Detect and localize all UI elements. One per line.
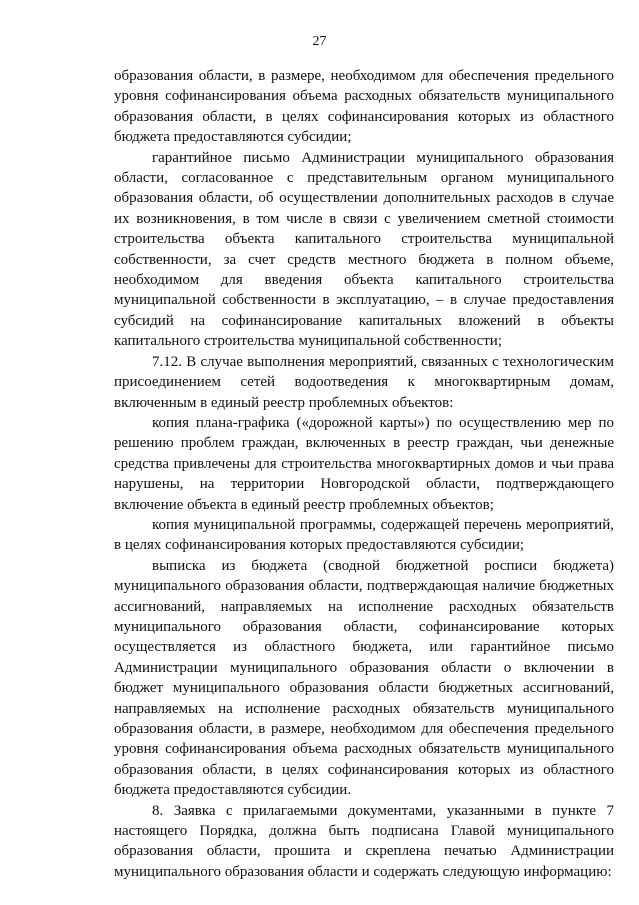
- paragraph-program-copy: копия муниципальной программы, содержащей перечень мероприятий, в целях софинансирования которых предоставляются субсидии;: [114, 516, 614, 554]
- paragraph-continuation: образования области, в размере, необходимом для обеспечения предельного уровня софинансирования объема расходных обязательств муниципального образования области, в целях софинансирования которых из областного бюджета предоставляются субсидии;: [114, 68, 614, 146]
- document-body: [114, 66, 614, 882]
- paragraph-8: 8. Заявка с прилагаемыми документами, указанными в пункте 7 настоящего Порядка, должна быть подписана Главой муниципального образования области, прошита и скреплена печатью Администрации муниципального образования области и содержать следующую информацию:: [114, 802, 614, 880]
- paragraph-guarantee-letter: гарантийное письмо Администрации муниципального образования области, согласованное с представительным органом муниципального образования области, об осуществлении дополнительных расходов в случае их возникновения, в том числе в связи с увеличением сметной стоимости строительства объекта капитального строительства муниципальной собственности, за счет средств местного бюджета в полном объеме, необходимом для введения объекта капитального строительства муниципальной собственности в эксплуатацию, – в случае предоставления субсидий на софинансирование капитальных вложений в объекты капитального строительства муниципальной собственности;: [114, 149, 614, 350]
- paragraph-7-12: 7.12. В случае выполнения мероприятий, связанных с технологическим присоединением сетей водоотведения к многоквартирным домам, включенным в единый реестр проблемных объектов:: [114, 353, 614, 411]
- paragraph-budget-extract: выписка из бюджета (сводной бюджетной росписи бюджета) муниципального образования области, подтверждающая наличие бюджетных ассигнований, направляемых на исполнение расходных обязательств муниципального образования области, софинансирование которых осуществляется из областного бюджета, или гарантийное письмо Администрации муниципального образования области о включении в бюджет муниципального образования области бюджетных ассигнований, направляемых на исполнение расходных обязательств муниципального образования области, в размере, необходимом для обеспечения предельного уровня софинансирования объема расходных обязательств муниципального образования области, в целях софинансирования которых из областного бюджета предоставляются субсидии.: [114, 557, 614, 799]
- paragraph-roadmap-copy: копия плана-графика («дорожной карты») по осуществлению мер по решению проблем граждан, включенных в реестр граждан, чьи денежные средства привлечены для строительства многоквартирных домов и чьи права нарушены, на территории Новгородской области, подтверждающего включение объекта в единый реестр проблемных объектов;: [114, 414, 614, 513]
- page-number: 27: [312, 34, 327, 49]
